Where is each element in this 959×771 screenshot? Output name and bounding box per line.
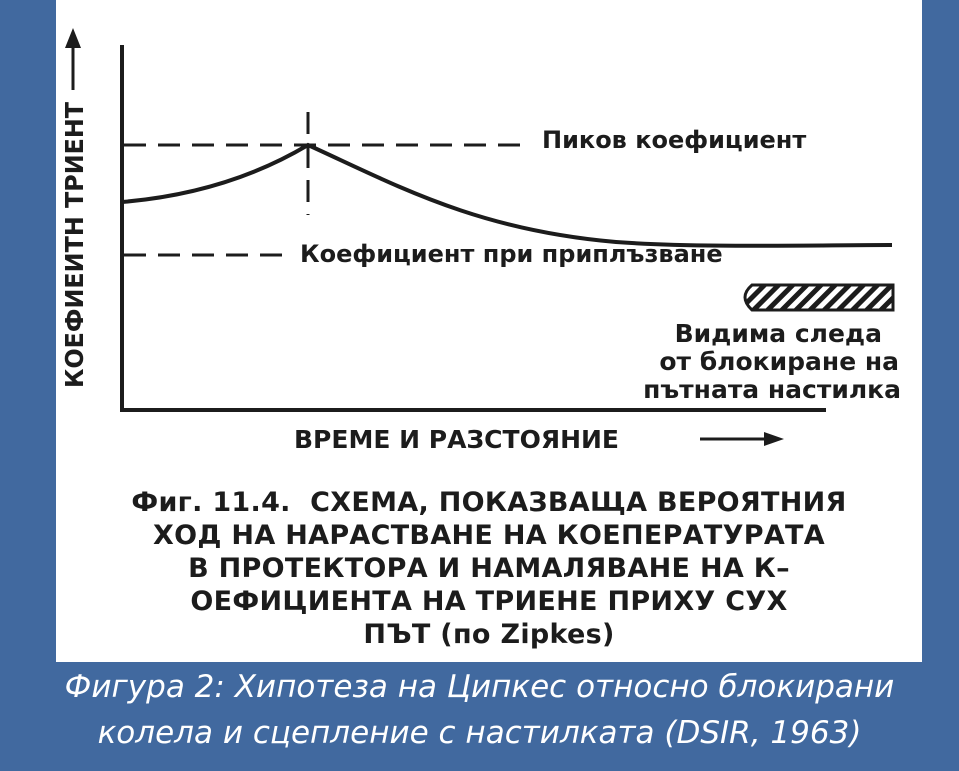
page-caption-line: Фигура 2: Хипотеза на Ципкес относно блокирани [64, 669, 895, 705]
peak-label: Пиков коефициент [542, 126, 807, 154]
figure-caption [56, 486, 922, 651]
y-label-arrow-head [65, 28, 81, 48]
figure-caption-line: ОЕФИЦИЕНТА НА ТРИЕНЕ ПРИХУ СУХ [190, 586, 788, 617]
x-axis-label: ВРЕМЕ И РАЗСТОЯНИЕ [294, 425, 619, 454]
figure-caption-line: В ПРОТЕКТОРА И НАМАЛЯВАНЕ НА К– [188, 553, 790, 584]
slip-label: Коефициент при приплъзване [300, 240, 723, 268]
figure-caption-line: Фиг. 11.4. СХЕМА, ПОКАЗВАЩА ВЕРОЯТНИЯ [131, 487, 847, 518]
page-caption [0, 664, 959, 756]
figure-caption-line: ПЪТ (по Zipkes) [363, 619, 615, 650]
skid-mark-label-line-3: пътната настилка [643, 375, 901, 404]
figure-panel [56, 0, 922, 662]
friction-curve [122, 145, 892, 246]
figure-caption-line: ХОД НА НАРАСТВАНЕ НА КОЕПЕРАТУРАТА [153, 520, 825, 551]
skid-mark-bar [745, 285, 893, 310]
skid-mark-label-line-2: от блокиране на [659, 347, 899, 376]
x-label-arrow-head [764, 432, 784, 446]
friction-diagram [56, 0, 922, 480]
y-axis-label: КОЕФИЕИТН ТРИЕНТ [60, 87, 89, 388]
skid-mark-label-line-1: Видима следа [674, 319, 882, 348]
page-caption-line: колела и сцепление с настилката (DSIR, 1963) [97, 715, 862, 751]
